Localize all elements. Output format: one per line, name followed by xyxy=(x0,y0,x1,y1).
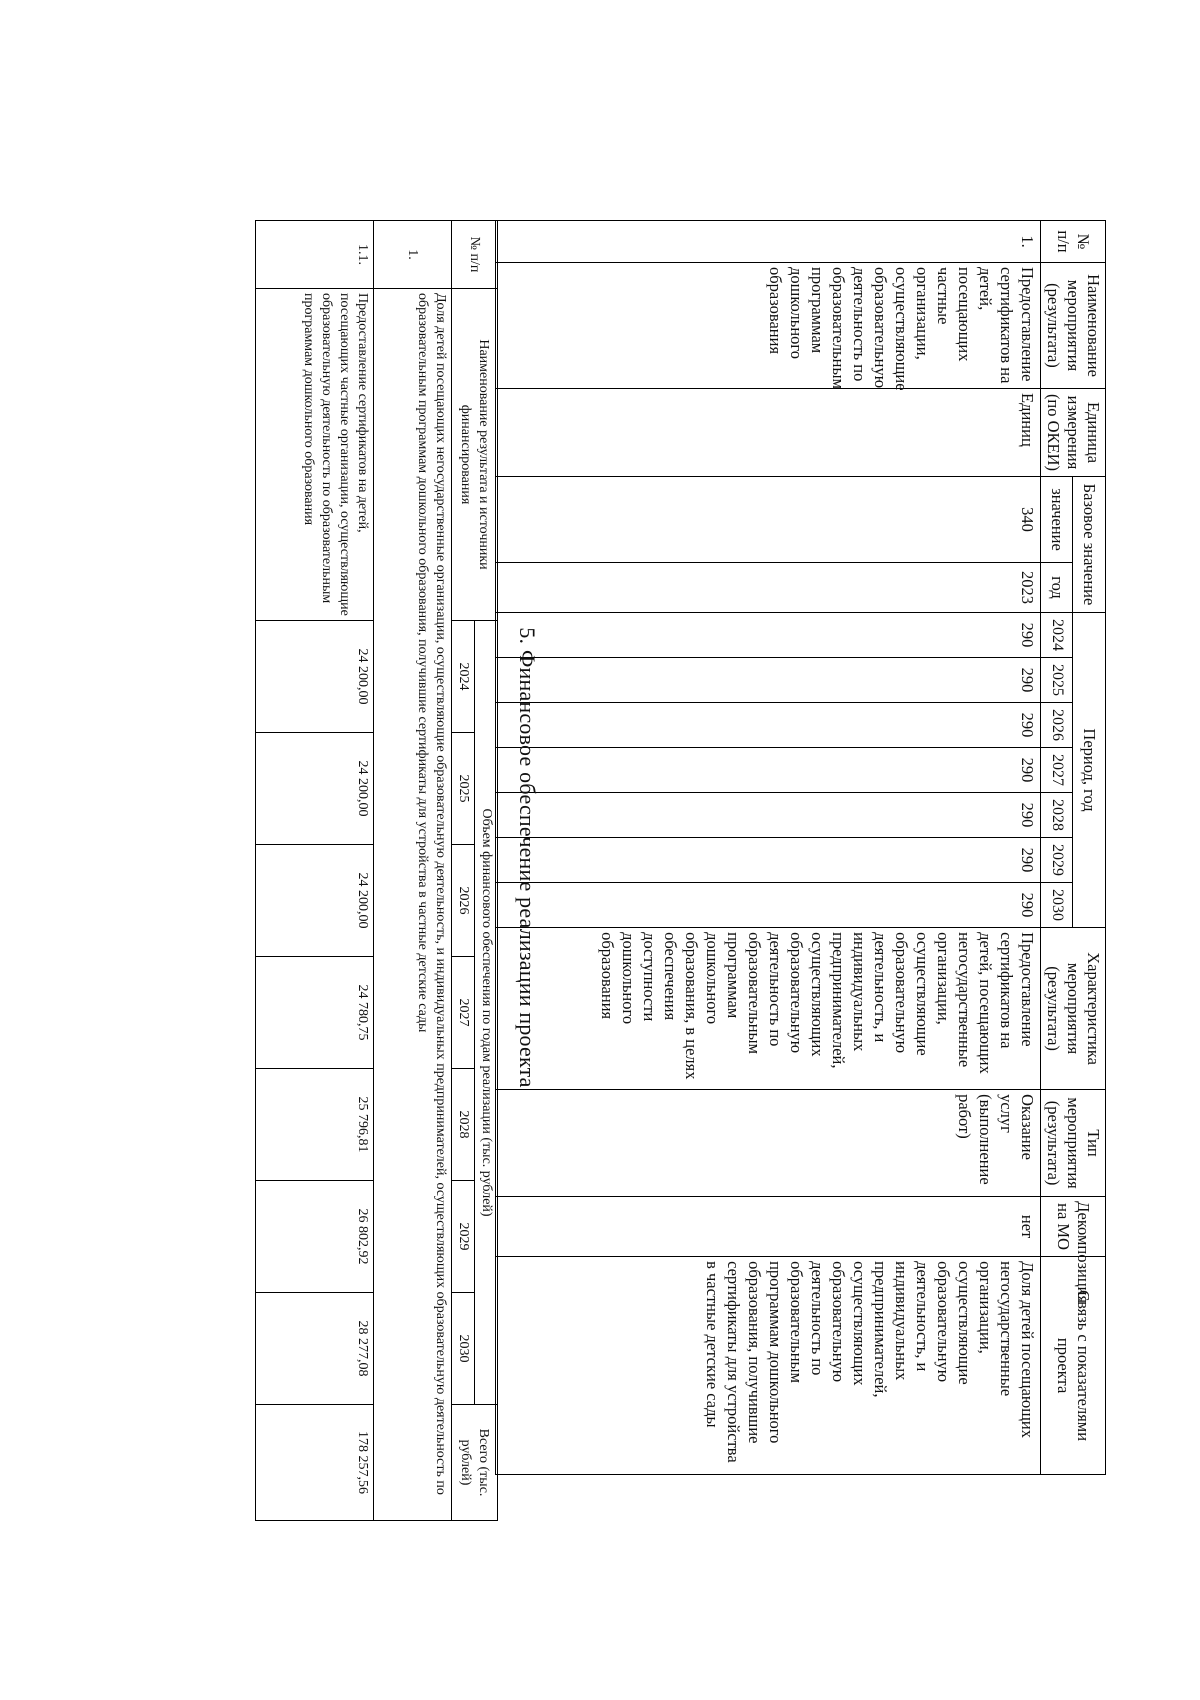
fin-row-value: 24 200,00 xyxy=(256,733,374,845)
col-characteristic: Характеристика мероприятия (результата) xyxy=(1041,928,1106,1090)
col-year: 2030 xyxy=(1041,883,1074,928)
row-type: Оказание услуг (выполнение работ) xyxy=(496,1090,1041,1197)
fin-col-year: 2024 xyxy=(452,621,475,733)
fin-col-name: Наименование результата и источники финансирования xyxy=(452,289,498,621)
table-row xyxy=(256,221,374,1521)
fin-row-value: 25 796,81 xyxy=(256,1069,374,1181)
fin-col-year: 2025 xyxy=(452,733,475,845)
col-base-year: год xyxy=(1041,563,1074,613)
col-num: № п/п xyxy=(1041,221,1106,263)
fin-col-year: 2028 xyxy=(452,1069,475,1181)
section-heading: 5. Финансовое обеспечение реализации проекта xyxy=(515,627,540,1088)
fin-row-value: 24 780,75 xyxy=(256,957,374,1069)
row-value: 290 xyxy=(496,838,1041,883)
row-name: Предоставление сертификатов на детей, посещающих частные организации, осуществляющие образовательную деятельность по образовательным программам дошкольного образования xyxy=(496,263,1041,389)
fin-row-value: 24 200,00 xyxy=(256,845,374,957)
fin-row-value: 28 277,08 xyxy=(256,1293,374,1405)
col-type: Тип мероприятия (результата) xyxy=(1041,1090,1106,1197)
row-decomp: нет xyxy=(496,1197,1041,1257)
row-base-year: 2023 xyxy=(496,563,1041,613)
row-unit: Единиц xyxy=(496,389,1041,477)
row-value: 290 xyxy=(496,748,1041,793)
col-decomp: Декомпозиция на МО xyxy=(1041,1197,1106,1257)
fin-col-year: 2027 xyxy=(452,957,475,1069)
fin-col-year: 2029 xyxy=(452,1181,475,1293)
col-name: Наименование мероприятия (результата) xyxy=(1041,263,1106,389)
col-unit: Единица измерения (по ОКЕИ) xyxy=(1041,389,1106,477)
row-value: 290 xyxy=(496,658,1041,703)
fin-row-name: Предоставление сертификатов на детей, посещающих частные организации, осуществляющие образовательную деятельность по образовательным программам дошкольного образования xyxy=(256,289,374,621)
col-base-value: значение xyxy=(1041,477,1074,563)
table-row xyxy=(374,221,452,1521)
measures-table xyxy=(495,220,1106,1475)
row-value: 290 xyxy=(496,883,1041,928)
fin-col-year: 2030 xyxy=(452,1293,475,1405)
row-value: 290 xyxy=(496,793,1041,838)
fin-col-total: Всего (тыс. рублей) xyxy=(452,1405,498,1521)
col-year: 2027 xyxy=(1041,748,1074,793)
table-row xyxy=(496,221,1041,1475)
document-page xyxy=(128,120,1118,1595)
col-year: 2028 xyxy=(1041,793,1074,838)
fin-row-num: 1.1. xyxy=(256,221,374,289)
table1-header-row xyxy=(1073,221,1106,1475)
col-year: 2024 xyxy=(1041,613,1074,658)
row-characteristic: Предоставление сертификатов на детей, посещающих негосударственные организации, осуществляющие образовательную деятельность, и индивидуальных предпринимателей, осуществляющих образовательную деятельность по образовательным программам дошкольного образования, в целях обеспечения доступности дошкольного образования xyxy=(496,928,1041,1090)
col-year: 2025 xyxy=(1041,658,1074,703)
col-year: 2029 xyxy=(1041,838,1074,883)
fin-col-year: 2026 xyxy=(452,845,475,957)
col-year: 2026 xyxy=(1041,703,1074,748)
row-value: 290 xyxy=(496,613,1041,658)
col-base: Базовое значение xyxy=(1073,477,1106,613)
table2-header-row xyxy=(475,221,498,1521)
row-value: 290 xyxy=(496,703,1041,748)
fin-row-indicator: Доля детей посещающих негосударственные организации, осуществляющие образовательную деятельность, и индивидуальных предпринимателей, осуществляющих образовательную деятельность по образовательным программам дошкольного образования, получившие сертификаты для устройства в частные детские сады xyxy=(374,289,452,1521)
col-period: Период, год xyxy=(1073,613,1106,928)
fin-col-num: № п/п xyxy=(452,221,498,289)
financing-table xyxy=(255,220,498,1521)
row-base-value: 340 xyxy=(496,477,1041,563)
row-num: 1. xyxy=(496,221,1041,263)
fin-col-volume: Объем финансового обеспечения по годам реализации (тыс. рублей) xyxy=(475,621,498,1405)
fin-row-value: 24 200,00 xyxy=(256,621,374,733)
fin-row-value: 26 802,92 xyxy=(256,1181,374,1293)
fin-row-num: 1. xyxy=(374,221,452,289)
row-link: Доля детей посещающих негосударственные организации, осуществляющие образовательную деятельность, и индивидуальных предпринимателей, осуществляющих образовательную деятельность по образовательным программам дошкольного образования, получившие сертификаты для устройства в частные детские сады xyxy=(496,1257,1041,1475)
fin-row-total: 178 257,56 xyxy=(256,1405,374,1521)
col-link: Связь с показателями проекта xyxy=(1041,1257,1106,1475)
